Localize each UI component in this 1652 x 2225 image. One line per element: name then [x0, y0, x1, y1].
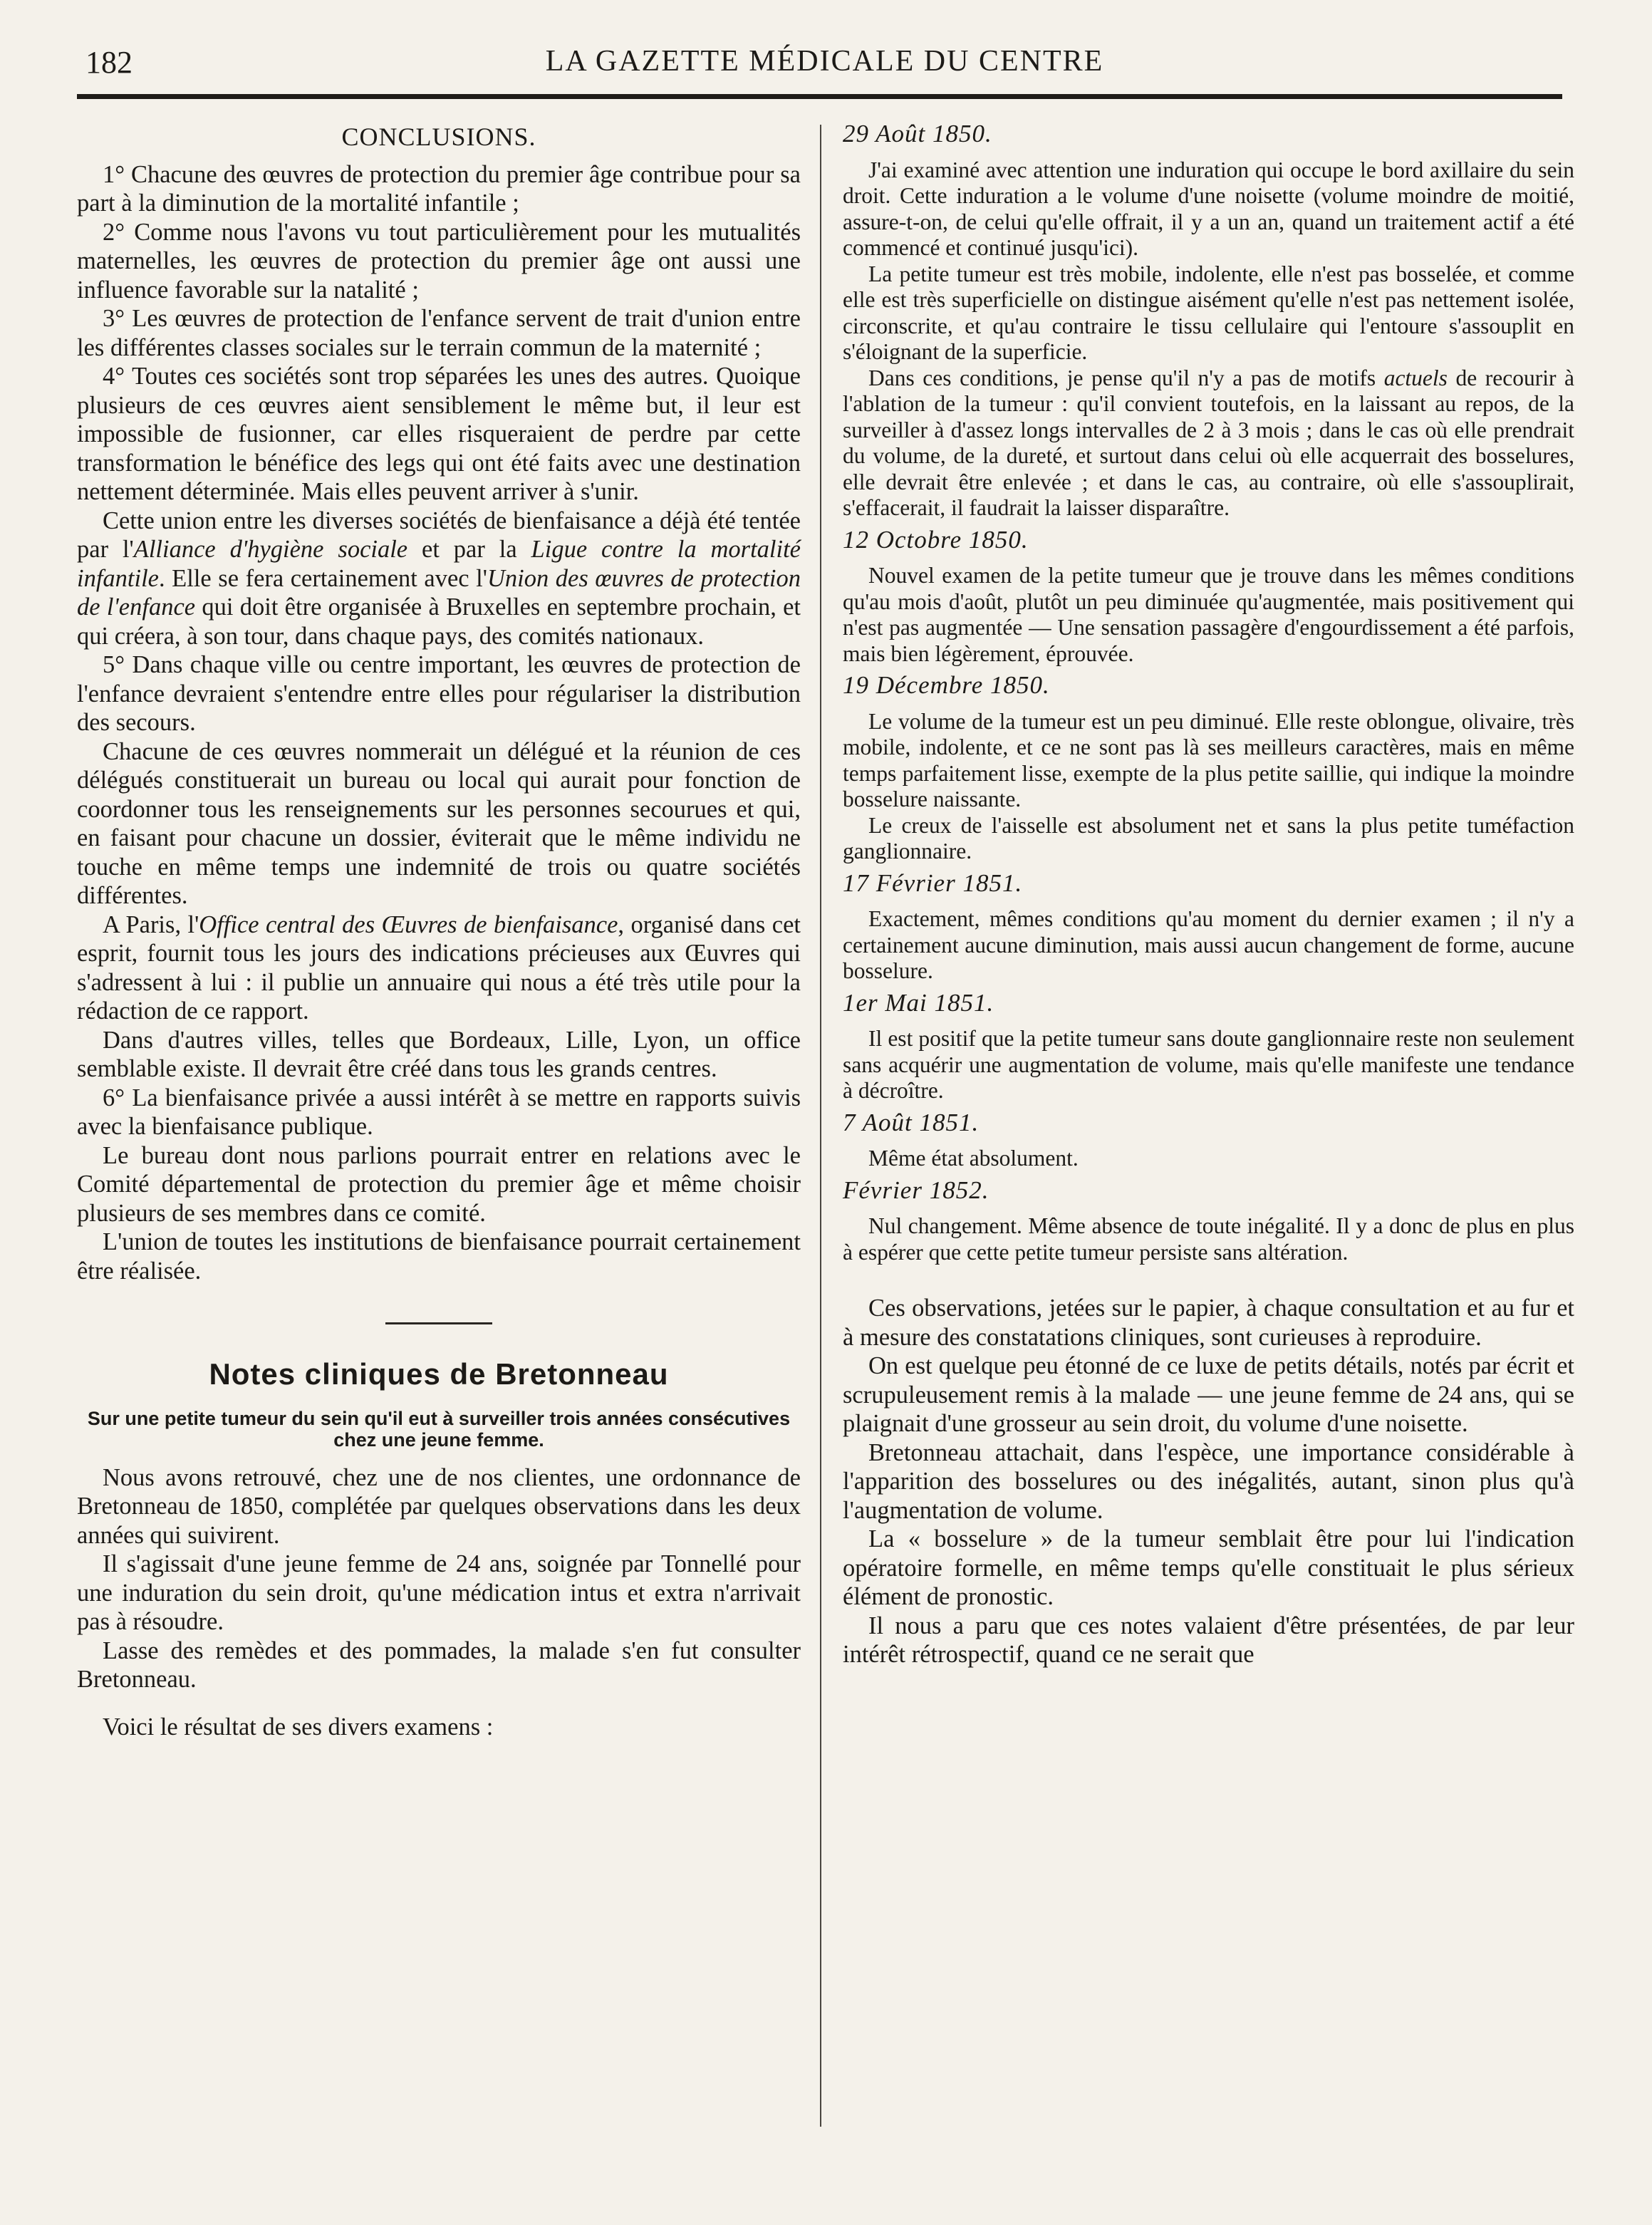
date-heading: 29 Août 1850.: [843, 120, 992, 147]
paragraph: Voici le résultat de ses divers examens :: [103, 1713, 494, 1741]
date-heading: 19 Décembre 1850.: [843, 671, 1050, 699]
date-heading: 17 Février 1851.: [843, 868, 1023, 897]
paragraph: Chacune de ces œuvres nommerait un délégué et la réunion de ces délégués constituerait un bureau ou local qui aurait pour fonction de coordonner tous les renseignements sur les personnes secourues et qui, en faisant pour chacune un dossier, éviterait que le même individu ne touche en même temps une indemnité de trois ou quatre sociétés différentes.: [77, 737, 801, 909]
header-rule: [77, 94, 1562, 99]
paragraph: A Paris, l'Office central des Œuvres de bienfaisance, organisé dans cet esprit, fournit tous les jours des indications précieuses aux Œuvres qui s'adressent à lui : il publie un annuaire qui nous a été très utile pour la rédaction de ce rapport.: [77, 911, 801, 1025]
paragraph: Nul changement. Même absence de toute inégalité. Il y a donc de plus en plus à espérer que cette petite tumeur persiste sans altération.: [843, 1213, 1574, 1265]
paragraph: Nous avons retrouvé, chez une de nos clientes, une ordonnance de Bretonneau de 1850, complétée par quelques observations dans les deux années qui suivirent.: [77, 1463, 801, 1549]
paragraph: L'union de toutes les institutions de bienfaisance pourrait certainement être réalisée.: [77, 1228, 801, 1285]
page-number: 182: [85, 45, 133, 80]
left-column: [77, 121, 801, 2187]
paragraph: Le bureau dont nous parlions pourrait entrer en relations avec le Comité départemental de protection du premier âge et même choisir plusieurs de ses membres dans ce comité.: [77, 1141, 801, 1227]
date-heading: 7 Août 1851.: [843, 1108, 980, 1136]
paragraph: 5° Dans chaque ville ou centre important, les œuvres de protection de l'enfance devraient s'entendre entre elles pour régulariser la distribution des secours.: [77, 651, 801, 736]
paragraph: Le creux de l'aisselle est absolument net et sans la plus petite tuméfaction ganglionnaire.: [843, 812, 1574, 863]
right-column: [843, 121, 1574, 2187]
paragraph: Nouvel examen de la petite tumeur que je trouve dans les mêmes conditions qu'au mois d'août, plutôt un peu diminuée qu'augmentée, mais positivement qui n'est pas augmentée — Une sensation passagère d'engourdissement a été parfois, mais bien légèrement, éprouvée.: [843, 563, 1574, 666]
paragraph: Il nous a paru que ces notes valaient d'être présentées, de par leur intérêt rétrospectif, quand ce ne serait que: [843, 1612, 1574, 1668]
paragraph: Cette union entre les diverses sociétés de bienfaisance a déjà été tentée par l'Alliance d'hygiène sociale et par la Ligue contre la mortalité infantile. Elle se fera certainement avec l'Union des œuvres de protection de l'enfance qui doit être organisée à Bruxelles en septembre prochain, et qui créera, à son tour, dans chaque pays, des comités nationaux.: [77, 507, 801, 650]
paragraph: 6° La bienfaisance privée a aussi intérêt à se mettre en rapports suivis avec la bienfaisance publique.: [77, 1084, 801, 1140]
paragraph: 3° Les œuvres de protection de l'enfance servent de trait d'union entre les différentes classes sociales sur le terrain commun de la maternité ;: [77, 305, 801, 361]
paragraph: 4° Toutes ces sociétés sont trop séparées les unes des autres. Quoique plusieurs de ces œuvres aient sensiblement le même but, il leur est impossible de fusionner, car elles risqueraient de perdre par cette transformation le bénéfice des legs qui ont été faits avec une destination nettement déterminée. Mais elles peuvent arriver à s'unir.: [77, 363, 801, 505]
paragraph: Même état absolument.: [868, 1146, 1079, 1171]
section-divider: [385, 1322, 492, 1324]
paragraph: La petite tumeur est très mobile, indolente, elle n'est pas bosselée, et comme elle est très superficielle on distingue aisément qu'elle n'est pas nettement isolée, circonscrite, et qu'au contraire le tissu cellulaire qui l'entoure s'assouplit en s'éloignant de la superficie.: [843, 261, 1574, 364]
running-title: LA GAZETTE MÉDICALE DU CENTRE: [545, 45, 1104, 78]
column-divider: [820, 125, 821, 2127]
article-title: Notes cliniques de Bretonneau: [209, 1357, 669, 1391]
paragraph: Le volume de la tumeur est un peu diminué. Elle reste oblongue, olivaire, très mobile, indolente, et ce ne sont pas là ses meilleurs caractères, mais en même temps parfaitement lisse, exempte de la plus petite saillie, qui indique la moindre bosselure naissante.: [843, 708, 1574, 811]
paragraph: 2° Comme nous l'avons vu tout particulièrement pour les mutualités maternelles, les œuvres de protection du premier âge ont aussi une influence favorable sur la natalité ;: [77, 218, 801, 304]
page-header: [85, 37, 1564, 87]
paragraph: Lasse des remèdes et des pommades, la malade s'en fut consulter Bretonneau.: [77, 1637, 801, 1693]
paragraph: J'ai examiné avec attention une induration qui occupe le bord axillaire du sein droit. Cette induration a le volume d'une noisette (volume moindre de moitié, assure-t-on, de celui qu'elle offrait, il y a un an, quand un traitement actif a été commencé et continué jusqu'ici).: [843, 157, 1574, 260]
paragraph: On est quelque peu étonné de ce luxe de petits détails, notés par écrit et scrupuleusement remis à la malade — une jeune femme de 24 ans, qui se plaignait d'une grosseur au sein droit, du volume d'une noisette.: [843, 1352, 1574, 1437]
conclusions-heading: CONCLUSIONS.: [341, 123, 536, 151]
paragraph: La « bosselure » de la tumeur semblait être pour lui l'indication opératoire formelle, en même temps qu'elle constituait le plus sérieux élément de pronostic.: [843, 1525, 1574, 1610]
date-heading: 12 Octobre 1850.: [843, 525, 1029, 554]
date-heading: 1er Mai 1851.: [843, 988, 994, 1017]
paragraph: Dans ces conditions, je pense qu'il n'y a pas de motifs actuels de recourir à l'ablation de la tumeur : qu'il convient toutefois, en la laissant au repos, de la surveiller à d'assez longs intervalles de 2 à 3 mois ; dans le cas où elle prendrait du volume, de la dureté, et surtout dans celui où elle acquerrait des bosselures, elle devrait être enlevée ; et dans le cas, au contraire, où elle s'assouplirait, s'effacerait, il faudrait la laisser disparaître.: [843, 365, 1574, 520]
paragraph: 1° Chacune des œuvres de protection du premier âge contribue pour sa part à la diminution de la mortalité infantile ;: [77, 160, 801, 217]
paragraph: Il s'agissait d'une jeune femme de 24 ans, soignée par Tonnellé pour une induration du sein droit, qu'une médication intus et extra n'arrivait pas à résoudre.: [77, 1550, 801, 1635]
date-heading: Février 1852.: [843, 1176, 989, 1204]
paragraph: Ces observations, jetées sur le papier, à chaque consultation et au fur et à mesure des constatations cliniques, sont curieuses à reproduire.: [843, 1295, 1574, 1351]
paragraph: Dans d'autres villes, telles que Bordeaux, Lille, Lyon, un office semblable existe. Il devrait être créé dans tous les grands centres.: [77, 1026, 801, 1082]
paragraph: Il est positif que la petite tumeur sans doute ganglionnaire reste non seulement sans acquérir une augmentation de volume, mais qu'elle manifeste une tendance à décroître.: [843, 1026, 1574, 1103]
article-subtitle: Sur une petite tumeur du sein qu'il eut à surveiller trois années consécutives chez une jeune femme.: [87, 1407, 791, 1451]
paragraph: Bretonneau attachait, dans l'espèce, une importance considérable à l'apparition des bosselures ou des inégalités, autant, sinon plus qu'à l'augmentation de volume.: [843, 1438, 1574, 1524]
paragraph: Exactement, mêmes conditions qu'au moment du dernier examen ; il n'y a certainement aucune diminution, mais aussi aucun changement de forme, aucune bosselure.: [843, 906, 1574, 983]
